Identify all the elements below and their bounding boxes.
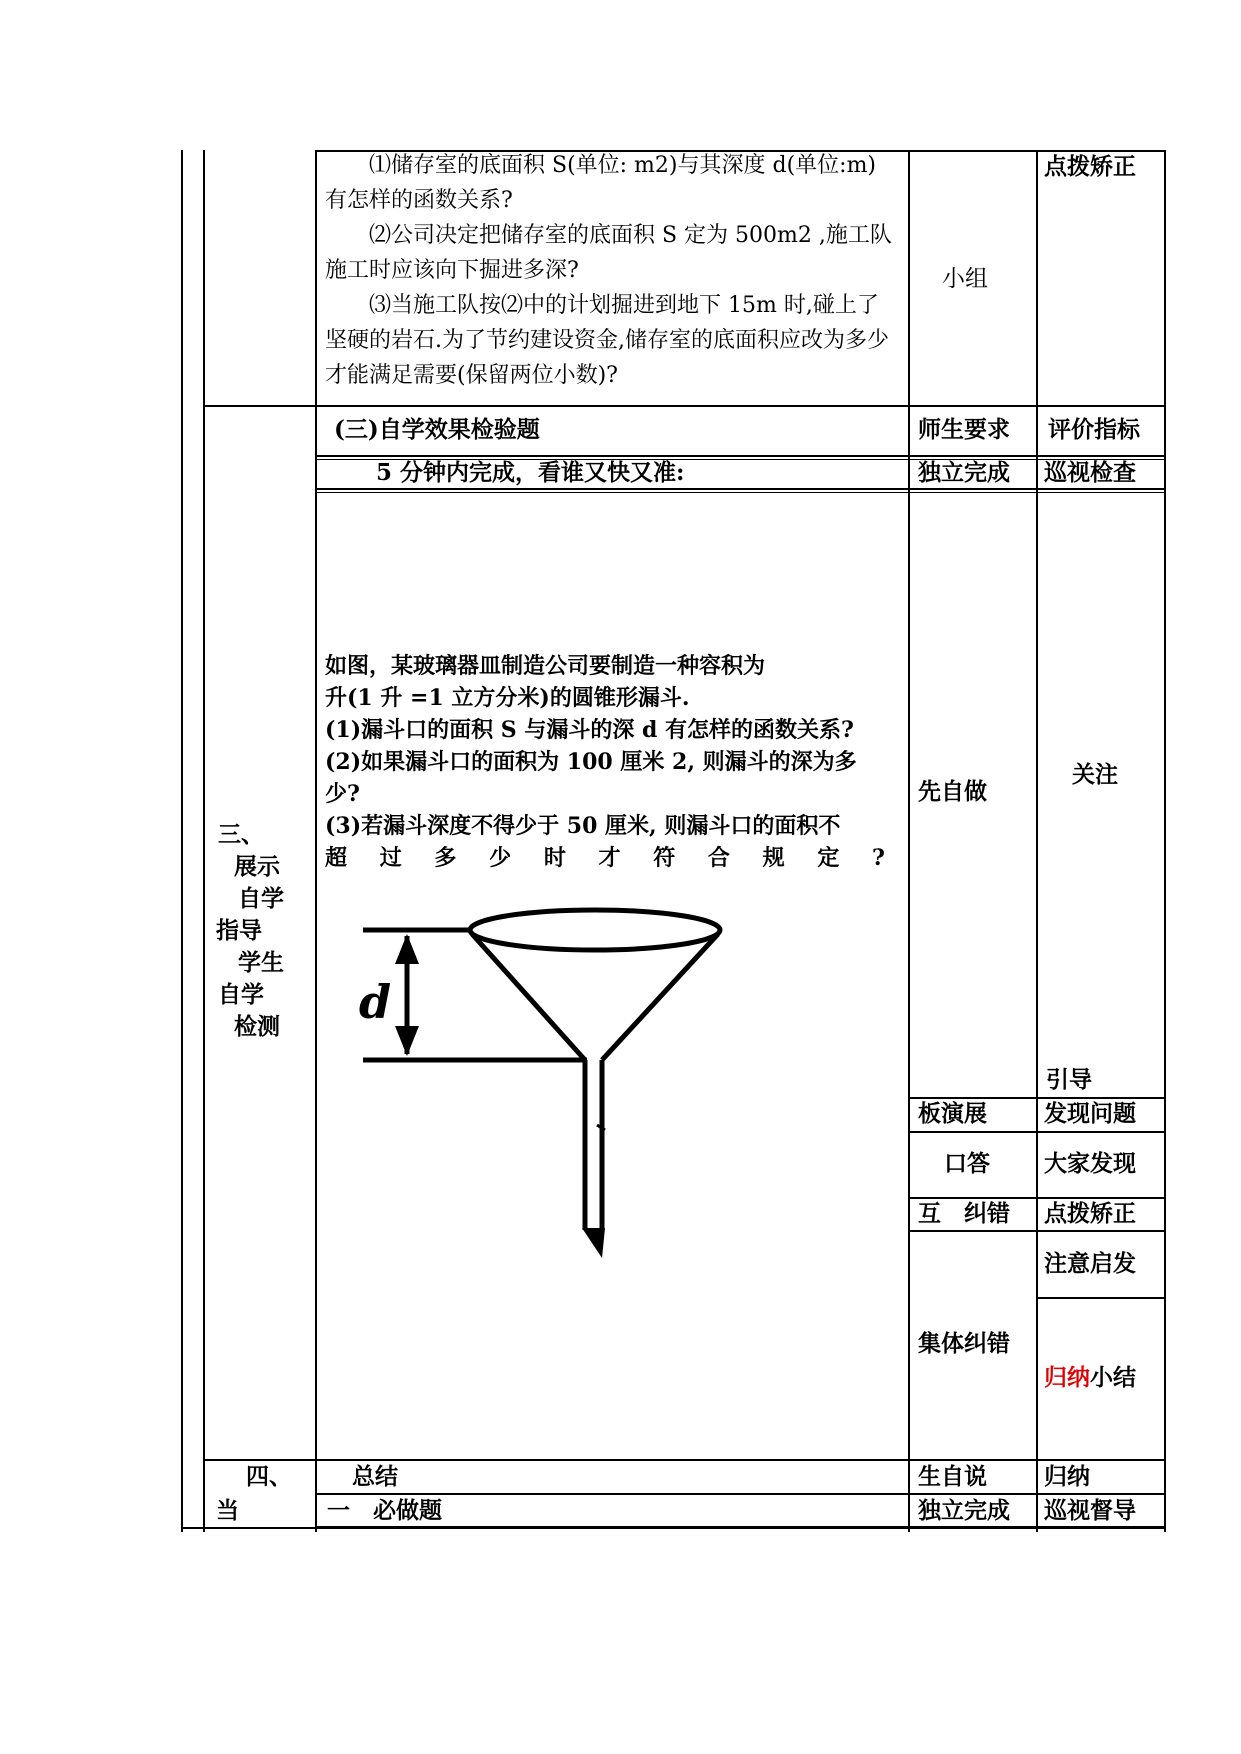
section3-label-line-7: 检测 <box>234 1013 280 1040</box>
summary-requirement: 生自说 <box>918 1463 987 1490</box>
section3-label-line-6: 自学 <box>218 981 264 1008</box>
problem-line-7: 超 过 多 少 时 才 符 合 规 定 ? <box>325 845 885 871</box>
section4-label-line-2: 当 <box>216 1497 239 1524</box>
problem-line-3: (1)漏斗口的面积 S 与漏斗的深 d 有怎样的函数关系? <box>325 717 854 743</box>
mutual-correct-req: 互 纠错 <box>918 1200 1010 1227</box>
guide-label: 引导 <box>1046 1066 1092 1093</box>
problem-line-2: 升(1 升 =1 立方分米)的圆锥形漏斗. <box>325 685 690 711</box>
table-col-line-2 <box>315 150 317 1532</box>
instruction-requirement: 独立完成 <box>918 459 1010 486</box>
funnel-cone-right <box>602 934 718 1060</box>
table-col-line-3 <box>908 150 910 1532</box>
funnel-tip <box>582 1228 605 1258</box>
row-line-section4 <box>203 1459 1166 1461</box>
section4-label-line-1: 四、 <box>246 1463 292 1490</box>
summary-evaluation: 归纳 <box>1044 1463 1090 1490</box>
funnel-rim <box>470 910 720 950</box>
self-do-label: 先自做 <box>918 778 987 805</box>
summary-red-text: 归纳 <box>1044 1364 1090 1391</box>
col-header-requirement: 师生要求 <box>918 416 1010 443</box>
guidance-correction: 点拨矫正 <box>1044 153 1136 180</box>
instruction-evaluation: 巡视检查 <box>1044 459 1136 486</box>
everyone-discover-eval: 大家发现 <box>1044 1150 1136 1177</box>
section3-label-line-2: 展示 <box>234 853 280 880</box>
find-problem-eval: 发现问题 <box>1044 1100 1136 1127</box>
section3-heading: (三)自学效果检验题 <box>334 416 540 443</box>
point-correct-eval: 点拨矫正 <box>1044 1200 1136 1227</box>
section3-label-line-3: 自学 <box>238 885 284 912</box>
must-do-requirement: 独立完成 <box>918 1497 1010 1524</box>
section3-label-line-1: 三、 <box>218 821 264 848</box>
summary-heading: 总结 <box>352 1463 398 1490</box>
instruction-text: 5 分钟内完成，看谁又快又准: <box>376 459 685 486</box>
must-do-heading: 一 必做题 <box>327 1497 442 1524</box>
must-do-evaluation: 巡视督导 <box>1044 1497 1136 1524</box>
depth-label: d <box>359 975 392 1029</box>
row-line-instruction-bottom <box>315 492 1166 493</box>
problem-line-5: 少? <box>325 781 360 807</box>
problem-line-6: (3)若漏斗深度不得少于 50 厘米, 则漏斗口的面积不 <box>325 813 841 839</box>
table-border-right <box>1164 150 1166 1532</box>
table-col-line-4 <box>1036 150 1038 1532</box>
row-line-right-5 <box>1036 1297 1166 1299</box>
question-1: ⑴储存室的底面积 S(单位: m2)与其深度 d(单位:m) 有怎样的函数关系? <box>325 153 877 213</box>
funnel-cone-left <box>472 934 585 1060</box>
problem-line-1: 如图，某玻璃器皿制造公司要制造一种容积为 <box>325 653 766 679</box>
attention-label: 关注 <box>1072 761 1118 788</box>
inspire-eval: 注意启发 <box>1044 1250 1136 1277</box>
table-col-line-1 <box>203 150 205 1532</box>
col-header-evaluation: 评价指标 <box>1048 416 1140 443</box>
funnel-problem <box>325 650 905 874</box>
collective-correct-req: 集体纠错 <box>918 1330 1010 1357</box>
section3-label-line-5: 学生 <box>238 949 284 976</box>
question-3: ⑶当施工队按⑵中的计划掘进到地下 15m 时,碰上了坚硬的岩石.为了节约建设资金,储存室的底面积应改为多少才能满足需要(保留两位小数)? <box>325 293 889 388</box>
row-line-section3-start <box>203 405 1166 407</box>
row-line-must-do <box>315 1493 1166 1495</box>
row-line-right-2 <box>908 1131 1166 1133</box>
depth-arrow-up-head <box>395 934 419 964</box>
row-line-bottom-thick <box>315 1526 1166 1529</box>
board-show-req: 板演展 <box>918 1100 987 1127</box>
storage-questions <box>325 148 900 393</box>
depth-arrow-down-head <box>395 1026 419 1056</box>
funnel-figure <box>355 900 735 1280</box>
table-border-left <box>181 150 183 1532</box>
summary-eval <box>1044 1361 1136 1395</box>
question-2: ⑵公司决定把储存室的底面积 S 定为 500m2 ,施工队施工时应该向下掘进多深? <box>325 223 892 283</box>
problem-line-4: (2)如果漏斗口的面积为 100 厘米 2, 则漏斗的深为多 <box>325 749 857 775</box>
oral-answer-req: 口答 <box>944 1150 990 1177</box>
section3-label-line-4: 指导 <box>216 917 262 944</box>
summary-black-text: 小结 <box>1090 1364 1136 1391</box>
teacher-activity-group: 小组 <box>942 266 988 292</box>
